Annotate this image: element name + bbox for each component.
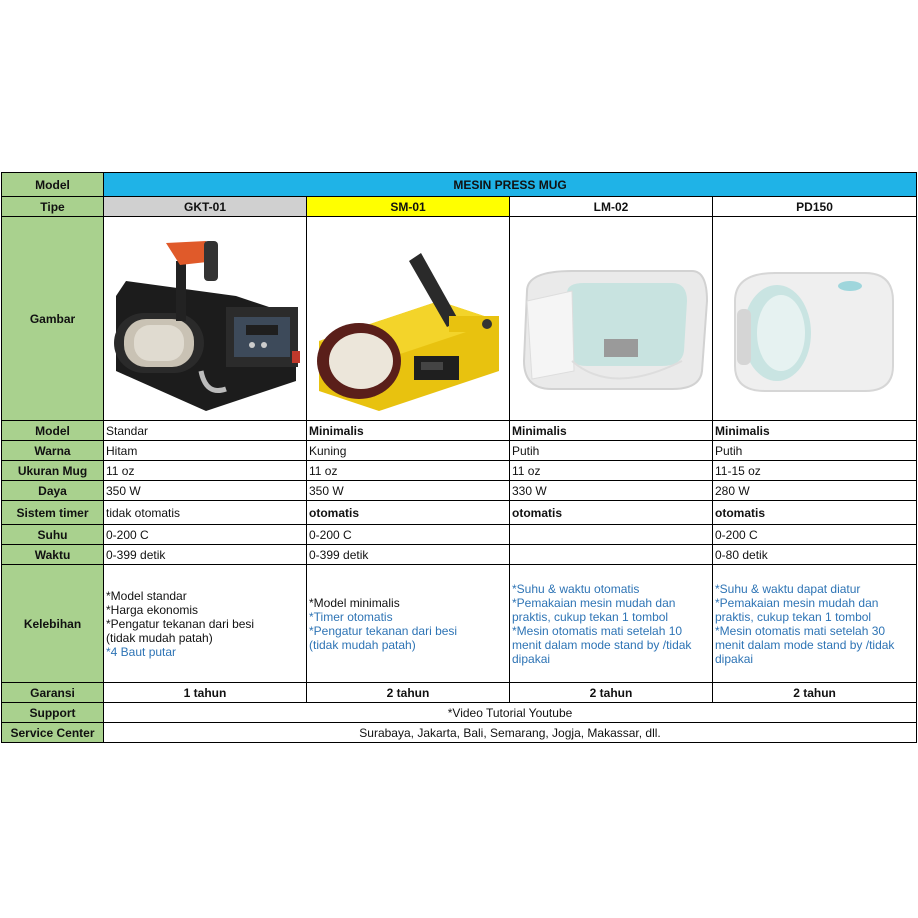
- warna-lm02: Putih: [510, 441, 713, 461]
- kelebihan-lm02-line: *Pemakaian mesin mudah dan: [512, 595, 676, 610]
- kelebihan-sm01-line: *Timer otomatis: [309, 609, 393, 624]
- kelebihan-gkt01-line: *Harga ekonomis: [106, 602, 199, 617]
- garansi-gkt01: 1 tahun: [104, 683, 307, 703]
- kelebihan-sm01: [307, 565, 510, 683]
- kelebihan-lm02-line: dipakai: [512, 651, 551, 666]
- waktu-gkt01: 0-399 detik: [104, 545, 307, 565]
- model-pd150: Minimalis: [713, 421, 917, 441]
- ukuran-gkt01: 11 oz: [104, 461, 307, 481]
- row-model: [2, 421, 917, 441]
- label-ukuran-mug: Ukuran Mug: [2, 461, 104, 481]
- suhu-gkt01: 0-200 C: [104, 525, 307, 545]
- image-lm02: [510, 217, 713, 421]
- label-kelebihan: Kelebihan: [2, 565, 104, 683]
- daya-lm02: 330 W: [510, 481, 713, 501]
- label-suhu: Suhu: [2, 525, 104, 545]
- row-service-center: [2, 723, 917, 743]
- label-support: Support: [2, 703, 104, 723]
- image-sm01: [307, 217, 510, 421]
- timer-lm02: otomatis: [510, 501, 713, 525]
- kelebihan-pd150: [713, 565, 917, 683]
- kelebihan-pd150-line: menit dalam mode stand by /tidak: [715, 637, 895, 652]
- waktu-pd150: 0-80 detik: [713, 545, 917, 565]
- kelebihan-pd150-line: *Suhu & waktu dapat diatur: [715, 581, 861, 596]
- label-daya: Daya: [2, 481, 104, 501]
- garansi-pd150: 2 tahun: [713, 683, 917, 703]
- garansi-lm02: 2 tahun: [510, 683, 713, 703]
- waktu-lm02: [510, 545, 713, 565]
- kelebihan-sm01-line: *Pengatur tekanan dari besi: [309, 623, 458, 638]
- image-gkt01: [104, 217, 307, 421]
- timer-sm01: otomatis: [307, 501, 510, 525]
- label-model-header: Model: [2, 173, 104, 197]
- label-service-center: Service Center: [2, 723, 104, 743]
- warna-pd150: Putih: [713, 441, 917, 461]
- warna-sm01: Kuning: [307, 441, 510, 461]
- row-garansi: [2, 683, 917, 703]
- kelebihan-sm01-line: (tidak mudah patah): [309, 637, 416, 652]
- row-header: [2, 173, 917, 197]
- mug-press-sm01-icon: [309, 221, 509, 417]
- kelebihan-gkt01: [104, 565, 307, 683]
- kelebihan-gkt01-line: *4 Baut putar: [106, 644, 177, 659]
- kelebihan-gkt01-line: *Pengatur tekanan dari besi: [106, 616, 255, 631]
- mug-press-lm02-icon: [512, 221, 712, 417]
- suhu-lm02: [510, 525, 713, 545]
- kelebihan-sm01-line: *Model minimalis: [309, 595, 400, 610]
- model-gkt01: Standar: [104, 421, 307, 441]
- garansi-sm01: 2 tahun: [307, 683, 510, 703]
- kelebihan-pd150-line: *Pemakaian mesin mudah dan: [715, 595, 879, 610]
- mug-press-gkt01-icon: [106, 221, 306, 417]
- daya-pd150: 280 W: [713, 481, 917, 501]
- tipe-gkt01: GKT-01: [104, 197, 307, 217]
- spec-table: [1, 172, 917, 743]
- kelebihan-lm02-line: *Suhu & waktu otomatis: [512, 581, 640, 596]
- kelebihan-pd150-line: dipakai: [715, 651, 754, 666]
- row-ukuran-mug: [2, 461, 917, 481]
- tipe-pd150: PD150: [713, 197, 917, 217]
- timer-pd150: otomatis: [713, 501, 917, 525]
- waktu-sm01: 0-399 detik: [307, 545, 510, 565]
- service-center-value: Surabaya, Jakarta, Bali, Semarang, Jogja, Makassar, dll.: [104, 723, 917, 743]
- kelebihan-lm02-line: *Mesin otomatis mati setelah 10: [512, 623, 683, 638]
- kelebihan-gkt01-line: *Model standar: [106, 588, 187, 603]
- row-kelebihan: [2, 565, 917, 683]
- suhu-sm01: 0-200 C: [307, 525, 510, 545]
- kelebihan-pd150-line: praktis, cukup tekan 1 tombol: [715, 609, 872, 624]
- row-sistem-timer: [2, 501, 917, 525]
- ukuran-lm02: 11 oz: [510, 461, 713, 481]
- label-gambar: Gambar: [2, 217, 104, 421]
- kelebihan-lm02: [510, 565, 713, 683]
- kelebihan-pd150-line: *Mesin otomatis mati setelah 30: [715, 623, 886, 638]
- row-support: [2, 703, 917, 723]
- row-suhu: [2, 525, 917, 545]
- label-warna: Warna: [2, 441, 104, 461]
- label-garansi: Garansi: [2, 683, 104, 703]
- row-gambar: [2, 217, 917, 421]
- image-pd150: [713, 217, 917, 421]
- daya-gkt01: 350 W: [104, 481, 307, 501]
- kelebihan-lm02-line: menit dalam mode stand by /tidak: [512, 637, 692, 652]
- row-daya: [2, 481, 917, 501]
- label-waktu: Waktu: [2, 545, 104, 565]
- support-value: *Video Tutorial Youtube: [104, 703, 917, 723]
- row-tipe: [2, 197, 917, 217]
- kelebihan-lm02-line: praktis, cukup tekan 1 tombol: [512, 609, 669, 624]
- ukuran-pd150: 11-15 oz: [713, 461, 917, 481]
- banner-title: MESIN PRESS MUG: [104, 173, 917, 197]
- suhu-pd150: 0-200 C: [713, 525, 917, 545]
- warna-gkt01: Hitam: [104, 441, 307, 461]
- kelebihan-gkt01-line: (tidak mudah patah): [106, 630, 213, 645]
- label-model: Model: [2, 421, 104, 441]
- label-sistem-timer: Sistem timer: [2, 501, 104, 525]
- mug-press-pd150-icon: [715, 221, 915, 417]
- tipe-sm01: SM-01: [307, 197, 510, 217]
- tipe-lm02: LM-02: [510, 197, 713, 217]
- timer-gkt01: tidak otomatis: [104, 501, 307, 525]
- model-lm02: Minimalis: [510, 421, 713, 441]
- daya-sm01: 350 W: [307, 481, 510, 501]
- row-waktu: [2, 545, 917, 565]
- label-tipe: Tipe: [2, 197, 104, 217]
- row-warna: [2, 441, 917, 461]
- ukuran-sm01: 11 oz: [307, 461, 510, 481]
- model-sm01: Minimalis: [307, 421, 510, 441]
